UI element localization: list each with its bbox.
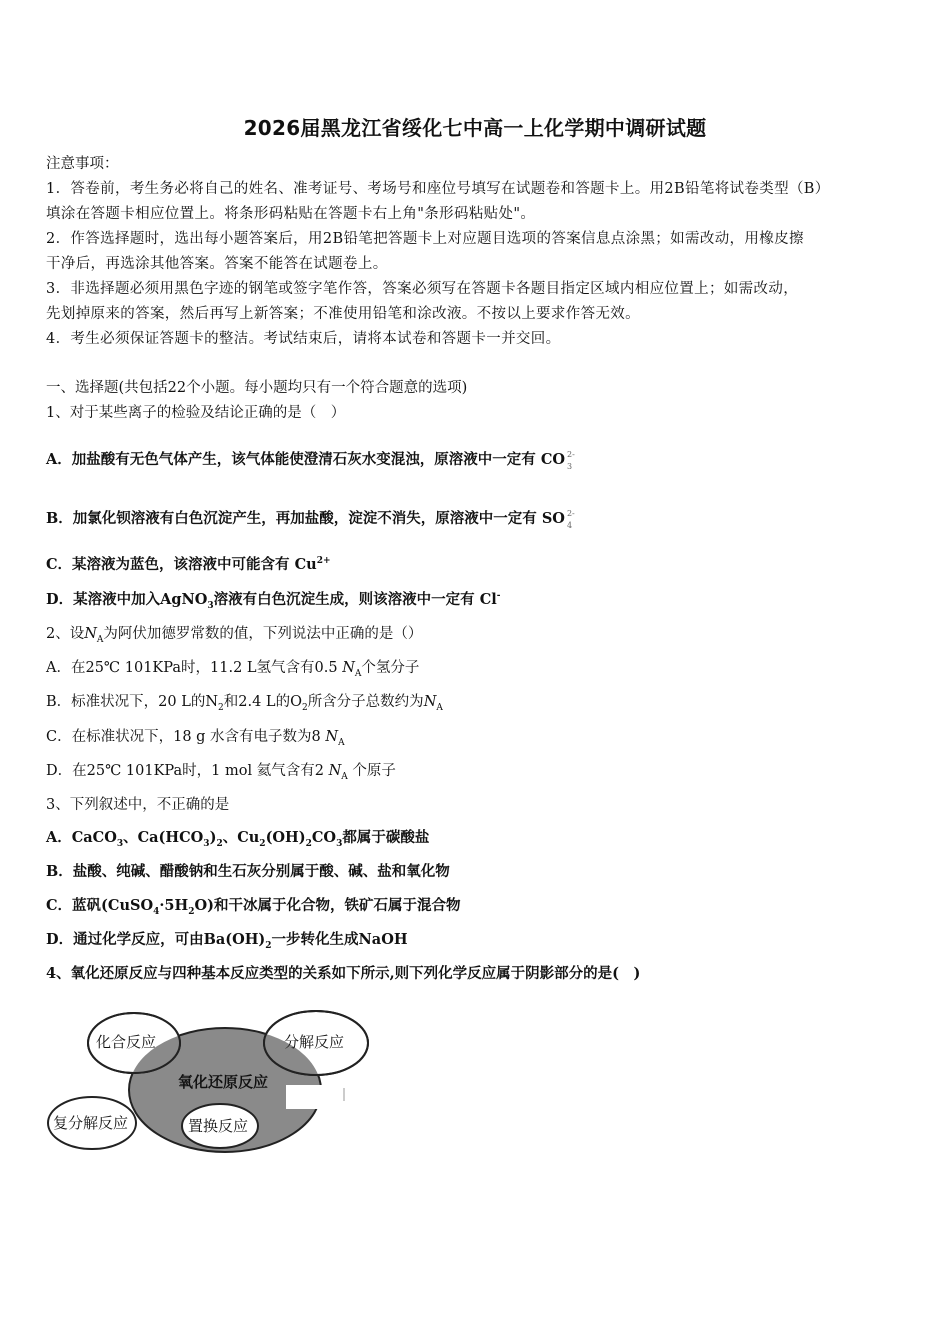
label-decomposition: 分解反应	[284, 1033, 345, 1051]
formula-text: CO	[311, 829, 337, 846]
avogadro-symbol: N	[325, 729, 339, 745]
ion-charge: 2-	[566, 509, 575, 518]
formula-subscript: 3	[207, 600, 214, 611]
formula-text: 都属于碳酸盐	[342, 829, 430, 846]
formula-text: 、Ca(HCO	[123, 829, 204, 846]
label-displacement: 置换反应	[188, 1117, 249, 1135]
ion-charge: 2-	[566, 450, 575, 459]
ion-formula: Cl	[479, 591, 497, 608]
question-1-option-c	[46, 553, 331, 574]
option-text: 个氢分子	[361, 660, 420, 676]
ion-charge: -	[496, 591, 501, 602]
label-double-decomposition: 复分解反应	[53, 1114, 129, 1132]
formula-text: D．通过化学反应，可由Ba(OH)	[46, 931, 266, 948]
formula-subscript: 2	[305, 838, 312, 849]
erased-mark	[286, 1085, 338, 1109]
option-text: A．在25℃ 101KPa时，11.2 L氢气含有0.5	[46, 660, 338, 676]
question-2-option-a	[46, 656, 419, 679]
notice-line: 先划掉原来的答案，然后再写上新答案；不准使用铅笔和涂改液。不按以上要求作答无效。	[46, 306, 640, 322]
question-3-option-a	[46, 826, 429, 849]
formula-text: 、Cu	[222, 829, 260, 846]
question-2-stem	[46, 622, 422, 645]
notice-line: 1．答卷前，考生务必将自己的姓名、准考证号、考场号和座位号填写在试题卷和答题卡上。用2B铅笔将试卷类型（B）	[46, 181, 830, 197]
symbol-subscript: A	[96, 634, 104, 645]
formula-subscript: 2	[265, 940, 272, 951]
formula-subscript: 2	[216, 838, 223, 849]
avogadro-symbol: N	[328, 763, 342, 779]
reagent-formula: AgNO	[160, 591, 208, 608]
formula-subscript: 3	[116, 838, 124, 849]
formula-subscript: 2	[259, 838, 266, 849]
question-1-stem: 1、对于某些离子的检验及结论正确的是（ ）	[46, 405, 346, 421]
option-text: 和2.4 L的O	[223, 694, 302, 710]
formula-text: )	[209, 829, 217, 846]
formula-text: ·5H	[159, 897, 189, 914]
label-combination: 化合反应	[96, 1033, 157, 1051]
option-text: D．在25℃ 101KPa时，1 mol 氦气含有2	[46, 763, 324, 779]
notice-line: 4．考生必须保证答题卡的整洁。考试结束后，请将本试卷和答题卡一并交回。	[46, 331, 561, 347]
formula-subscript: 4	[153, 906, 160, 917]
reaction-type-diagram	[40, 1005, 380, 1155]
formula-subscript: 2	[188, 906, 195, 917]
option-text: B．加氯化钡溶液有白色沉淀产生，再加盐酸，淀淀不消失，原溶液中一定有	[46, 510, 537, 527]
formula-subscript: 2	[218, 702, 224, 713]
formula-subscript: 2	[301, 702, 308, 713]
notice-line: 3．非选择题必须用黑色字迹的钢笔或签字笔作答，答案必须写在答题卡各题目指定区域内相应位置上；如需改动，	[46, 281, 799, 297]
question-3-option-c	[46, 894, 460, 917]
avogadro-symbol: N	[342, 660, 355, 676]
label-redox: 氧化还原反应	[178, 1073, 269, 1091]
question-3-option-b: B．盐酸、纯碱、醋酸钠和生石灰分别属于酸、碱、盐和氧化物	[46, 863, 450, 880]
option-text: C．在标准状况下，18 g 水含有电子数为8	[46, 729, 321, 745]
symbol-subscript: A	[338, 737, 345, 748]
formula-text: C．蓝矾(CuSO	[46, 897, 154, 914]
option-text: D．某溶液中加入	[46, 591, 161, 608]
question-2-option-c	[46, 725, 345, 748]
option-text: B．标准状况下，20 L的N	[46, 694, 219, 710]
question-4-stem: 4、氧化还原反应与四种基本反应类型的关系如下所示,则下列化学反应属于阴影部分的是( )	[46, 965, 641, 982]
question-1-option-a	[46, 448, 575, 469]
formula-text: 一步转化生成NaOH	[271, 931, 408, 948]
question-3-stem: 3、下列叙述中，不正确的是	[46, 797, 230, 813]
notice-line: 2．作答选择题时，选出每小题答案后，用2B铅笔把答题卡上对应题目选项的答案信息点涂黑；如需改动，用橡皮擦	[46, 231, 804, 247]
notice-heading: 注意事项：	[46, 156, 119, 172]
question-1-option-b	[46, 507, 575, 528]
ion-formula: SO	[541, 510, 565, 527]
symbol-subscript: A	[436, 702, 443, 713]
formula-subscript: 3	[203, 838, 210, 849]
avogadro-symbol: N	[423, 694, 437, 710]
notice-line: 干净后，再选涂其他答案。答案不能答在试题卷上。	[46, 256, 388, 272]
option-text: A．加盐酸有无色气体产生，该气体能使澄清石灰水变混浊，原溶液中一定有	[46, 451, 536, 468]
question-2-option-b	[46, 690, 443, 713]
question-1-option-d	[46, 588, 501, 611]
option-text: C．某溶液为蓝色，该溶液中可能含有	[46, 556, 290, 573]
question-3-option-d	[46, 928, 408, 951]
avogadro-symbol: N	[84, 626, 97, 642]
formula-text: (OH)	[265, 829, 306, 846]
exam-title: 2026届黑龙江省绥化七中高一上化学期中调研试题	[243, 116, 707, 140]
notice-line: 填涂在答题卡相应位置上。将条形码粘贴在答题卡右上角"条形码粘贴处"。	[46, 206, 536, 222]
ion-subscript: 4	[566, 521, 573, 530]
symbol-subscript: A	[354, 668, 362, 679]
stem-text: 为阿伏加德罗常数的值，下列说法中正确的是（）	[103, 626, 423, 642]
formula-text: O)和干冰属于化合物，铁矿石属于混合物	[194, 897, 461, 914]
formula-subscript: 3	[336, 838, 343, 849]
section-heading: 一、选择题(共包括22个小题。每小题均只有一个符合题意的选项)	[46, 380, 468, 396]
ion-charge: 2+	[316, 556, 331, 567]
ion-formula: CO	[540, 451, 565, 468]
ion-formula: Cu	[294, 556, 317, 573]
symbol-subscript: A	[341, 771, 348, 782]
formula-text: A．CaCO	[46, 829, 117, 846]
stem-text: 2、设	[46, 626, 85, 642]
option-text: 溶液有白色沉淀生成，则该溶液中一定有	[213, 591, 475, 608]
option-text: 个原子	[352, 763, 396, 779]
ion-subscript: 3	[566, 462, 573, 471]
option-text: 所含分子总数约为	[307, 694, 424, 710]
question-2-option-d	[46, 759, 396, 782]
